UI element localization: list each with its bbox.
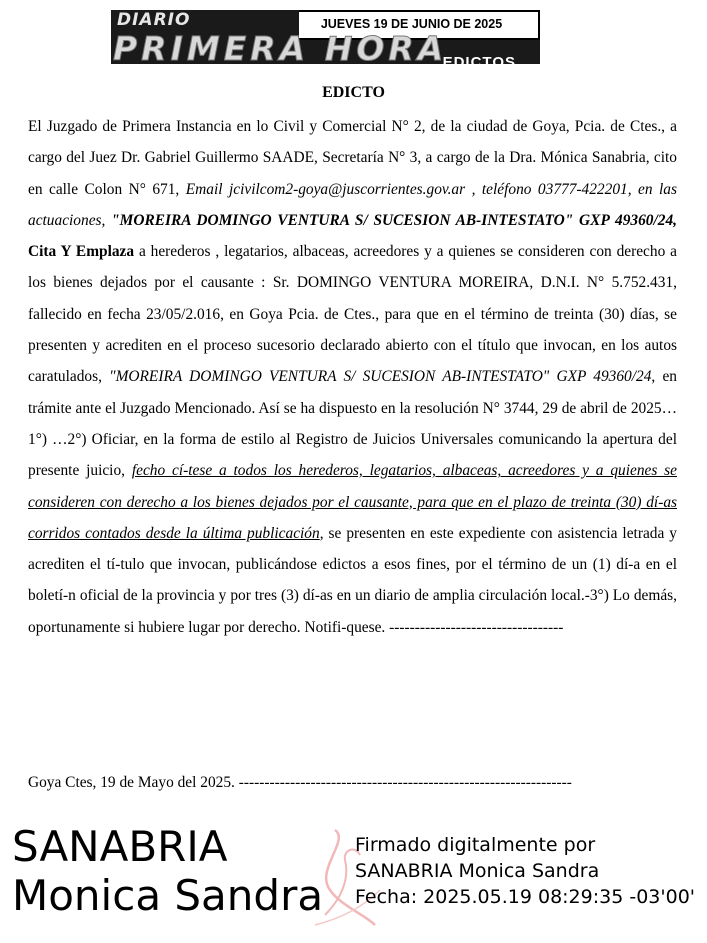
body-closing: , se presenten en este expediente con asistencia letrada y acrediten el tí-tulo que invocan, publicándose edictos a esos fines, por el término de un (1) dí-a en el boletí-n oficial de la provincia y por tres (3) dí-as en un diario de amplia circulación local.-3°) Lo demás, oportunamente si hubiere lugar por derecho. Notifi-quese. ---------------------------------- — [28, 524, 677, 636]
signature-info-line1: Firmado digitalmente por — [355, 834, 596, 856]
signer-name-line1: SANABRIA — [12, 822, 228, 871]
signer-name — [12, 822, 323, 920]
case-title-italic: "MOREIRA DOMINGO VENTURA S/ SUCESION AB-INTESTATO" GXP 49360/24 — [109, 368, 652, 386]
newspaper-masthead — [111, 10, 540, 71]
masthead-section: EDICTOS — [442, 54, 516, 71]
signature-info-line2: SANABRIA Monica Sandra — [355, 860, 600, 882]
digital-signature-info — [355, 832, 695, 910]
edict-body — [28, 111, 677, 643]
edict-paragraph — [28, 111, 677, 643]
date-place-line: Goya Ctes, 19 de Mayo del 2025. ----------------------------------------------------------------- — [28, 774, 572, 791]
document-heading: EDICTO — [322, 84, 385, 101]
masthead-date: JUEVES 19 DE JUNIO DE 2025 — [320, 17, 503, 31]
body-intro: El Juzgado de Primera Instancia en lo Civil y Comercial N° 2, de la ciudad de Goya, Pcia. de Ctes., a cargo del Juez Dr. Gabriel Guillermo SAADE, Secretaría N° 3, a cargo de la Dra. Mónica Sanabria, cito en calle Colon N° 671, — [28, 118, 677, 198]
body-resolution: , en trámite ante el Juzgado Mencionado. Así se ha dispuesto en la resolución N° 3744, 29 de abril de 2025…1°) …2°) Oficiar, en la forma de estilo al Registro de Juicios Universales comunicando la apertura del presente juicio, — [28, 368, 677, 480]
signature-info-line3: Fecha: 2025.05.19 08:29:35 -03'00' — [355, 886, 696, 908]
signer-name-line2: Monica Sandra — [12, 871, 324, 920]
contact-info: Email jcivilcom2-goya@juscorrientes.gov.ar , teléfono 03777-422201, en las actuaciones, — [28, 180, 677, 229]
masthead-brand-main: PRIMERA HORA — [113, 29, 448, 68]
masthead-brand-top: DIARIO — [117, 10, 191, 30]
body-summons: a herederos , legatarios, albaceas, acreedores y a quienes se consideren con derecho a los bienes dejados por el causante : Sr. DOMINGO VENTURA MOREIRA, D.N.I. N° 5.752.431, fallecido en fecha 23/05/2.016, en Goya Pcia. de Ctes., para que en el término de treinta (30) días, se presenten y acrediten en el proceso sucesorio declarado abierto con el título que invocan, en los autos caratulados, — [28, 243, 677, 386]
body-underlined-order: fecho cí-tese a todos los herederos, legatarios, albaceas, acreedores y a quienes se consideren con derecho a los bienes dejados por el causante, para que en el plazo de treinta (30) dí-as corridos contados desde la última publicación — [28, 462, 677, 542]
case-title-bold: "MOREIRA DOMINGO VENTURA S/ SUCESION AB-INTESTATO" GXP 49360/24, — [111, 211, 677, 229]
cita-emplaza: Cita Y Emplaza — [28, 243, 135, 261]
